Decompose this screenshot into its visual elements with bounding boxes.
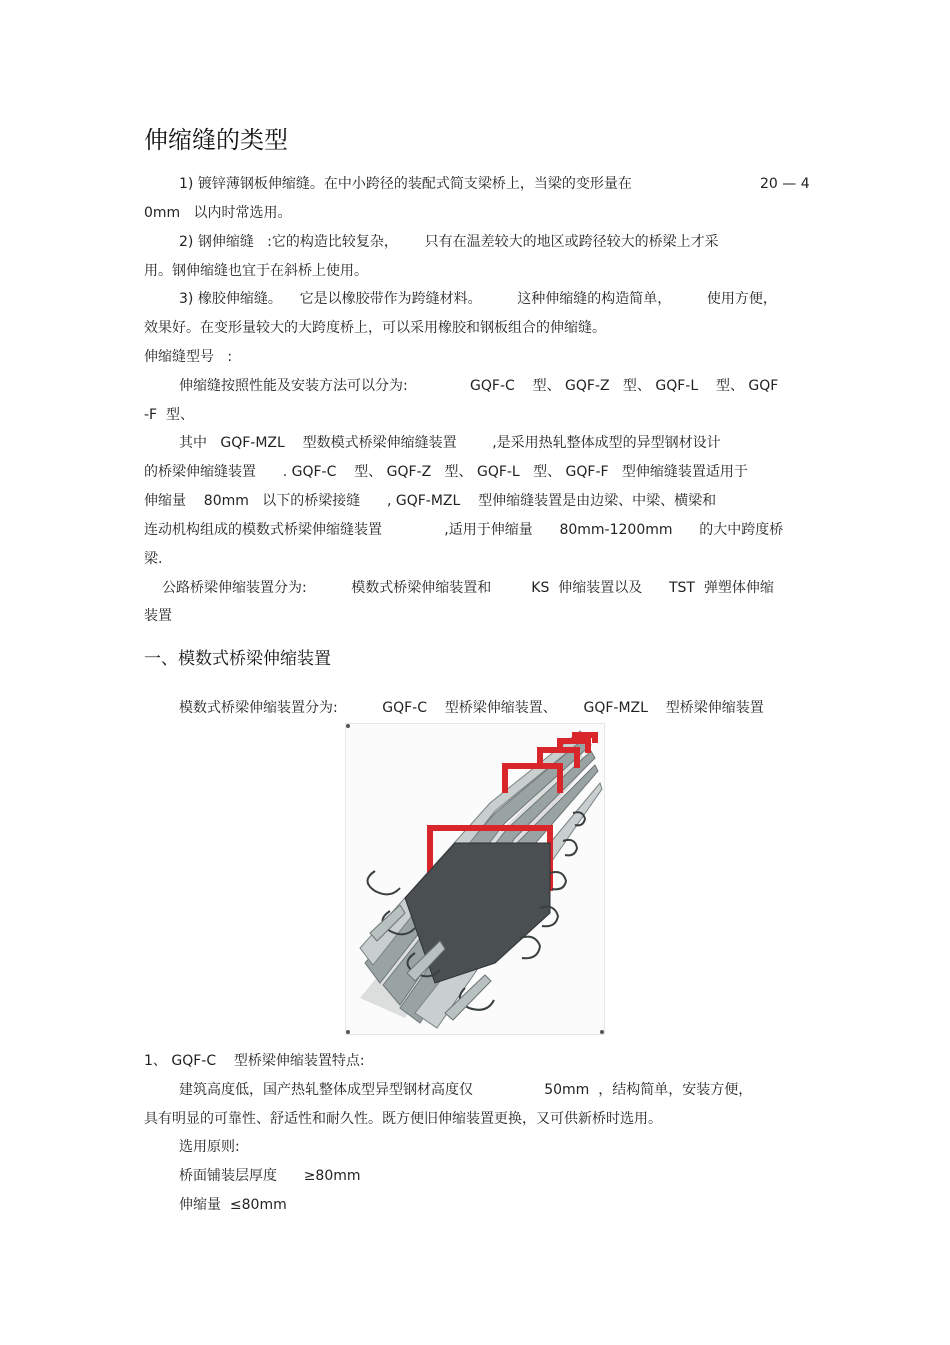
text-line: 3) 橡胶伸缩缝。 它是以橡胶带作为跨缝材料。 这种伸缩缝的构造简单， 使用方便，	[179, 291, 777, 307]
text-line: 1、 GQF-C 型桥梁伸缩装置特点:	[144, 1053, 365, 1069]
text-line: 2) 钢伸缩缝 :它的构造比较复杂， 只有在温差较大的地区或跨径较大的桥梁上才采	[179, 234, 719, 250]
text-line: 用。钢伸缩缝也宜于在斜桥上使用。	[144, 263, 368, 279]
text-line: 模数式桥梁伸缩装置分为: GQF-C 型桥梁伸缩装置、 GQF-MZL 型桥梁伸缩装置	[179, 700, 764, 716]
expansion-joint-image	[345, 723, 605, 1035]
text-line: -F 型、	[144, 407, 195, 423]
text-line: 其中 GQF-MZL 型数模式桥梁伸缩缝装置 ,是采用热轧整体成型的异型钢材设计	[179, 435, 721, 451]
section-heading: 一、模数式桥梁伸缩装置	[144, 649, 331, 669]
text-line: 伸缩量 ≤80mm	[179, 1197, 287, 1213]
text-line: 具有明显的可靠性、舒适性和耐久性。既方便旧伸缩装置更换，又可供新桥时选用。	[144, 1111, 662, 1127]
text-line: 连动机构组成的模数式桥梁伸缩缝装置 ,适用于伸缩量 80mm-1200mm 的大中跨度桥	[144, 522, 784, 538]
text-line: 伸缩量 80mm 以下的桥梁接缝 , GQF-MZL 型伸缩缝装置是由边梁、中梁、横梁和	[144, 493, 717, 509]
text-line: 伸缩缝按照性能及安装方法可以分为: GQF-C 型、 GQF-Z 型、 GQF-L 型、 GQF	[179, 378, 779, 394]
text-line: 选用原则:	[179, 1139, 240, 1155]
text-line: 梁.	[144, 551, 163, 567]
text-line: 的桥梁伸缩缝装置 . GQF-C 型、 GQF-Z 型、 GQF-L 型、 GQF-F 型伸缩缝装置适用于	[144, 464, 748, 480]
page-title: 伸缩缝的类型	[144, 126, 288, 154]
text-line: 20 — 4	[760, 176, 810, 192]
text-line: 公路桥梁伸缩装置分为: 模数式桥梁伸缩装置和 KS 伸缩装置以及 TST 弹塑体伸缩	[162, 580, 774, 596]
text-line: 0mm 以内时常选用。	[144, 205, 292, 221]
text-line: 建筑高度低，国产热轧整体成型异型钢材高度仅 50mm ，结构简单，安装方便，	[179, 1082, 753, 1098]
text-line: 装置	[144, 608, 172, 624]
text-line: 伸缩缝型号 :	[144, 349, 233, 365]
text-line: 效果好。在变形量较大的大跨度桥上，可以采用橡胶和钢板组合的伸缩缝。	[144, 320, 606, 336]
text-line: 桥面铺装层厚度 ≥80mm	[179, 1168, 361, 1184]
text-line: 1) 镀锌薄钢板伸缩缝。在中小跨径的装配式简支梁桥上，当梁的变形量在	[179, 176, 632, 192]
